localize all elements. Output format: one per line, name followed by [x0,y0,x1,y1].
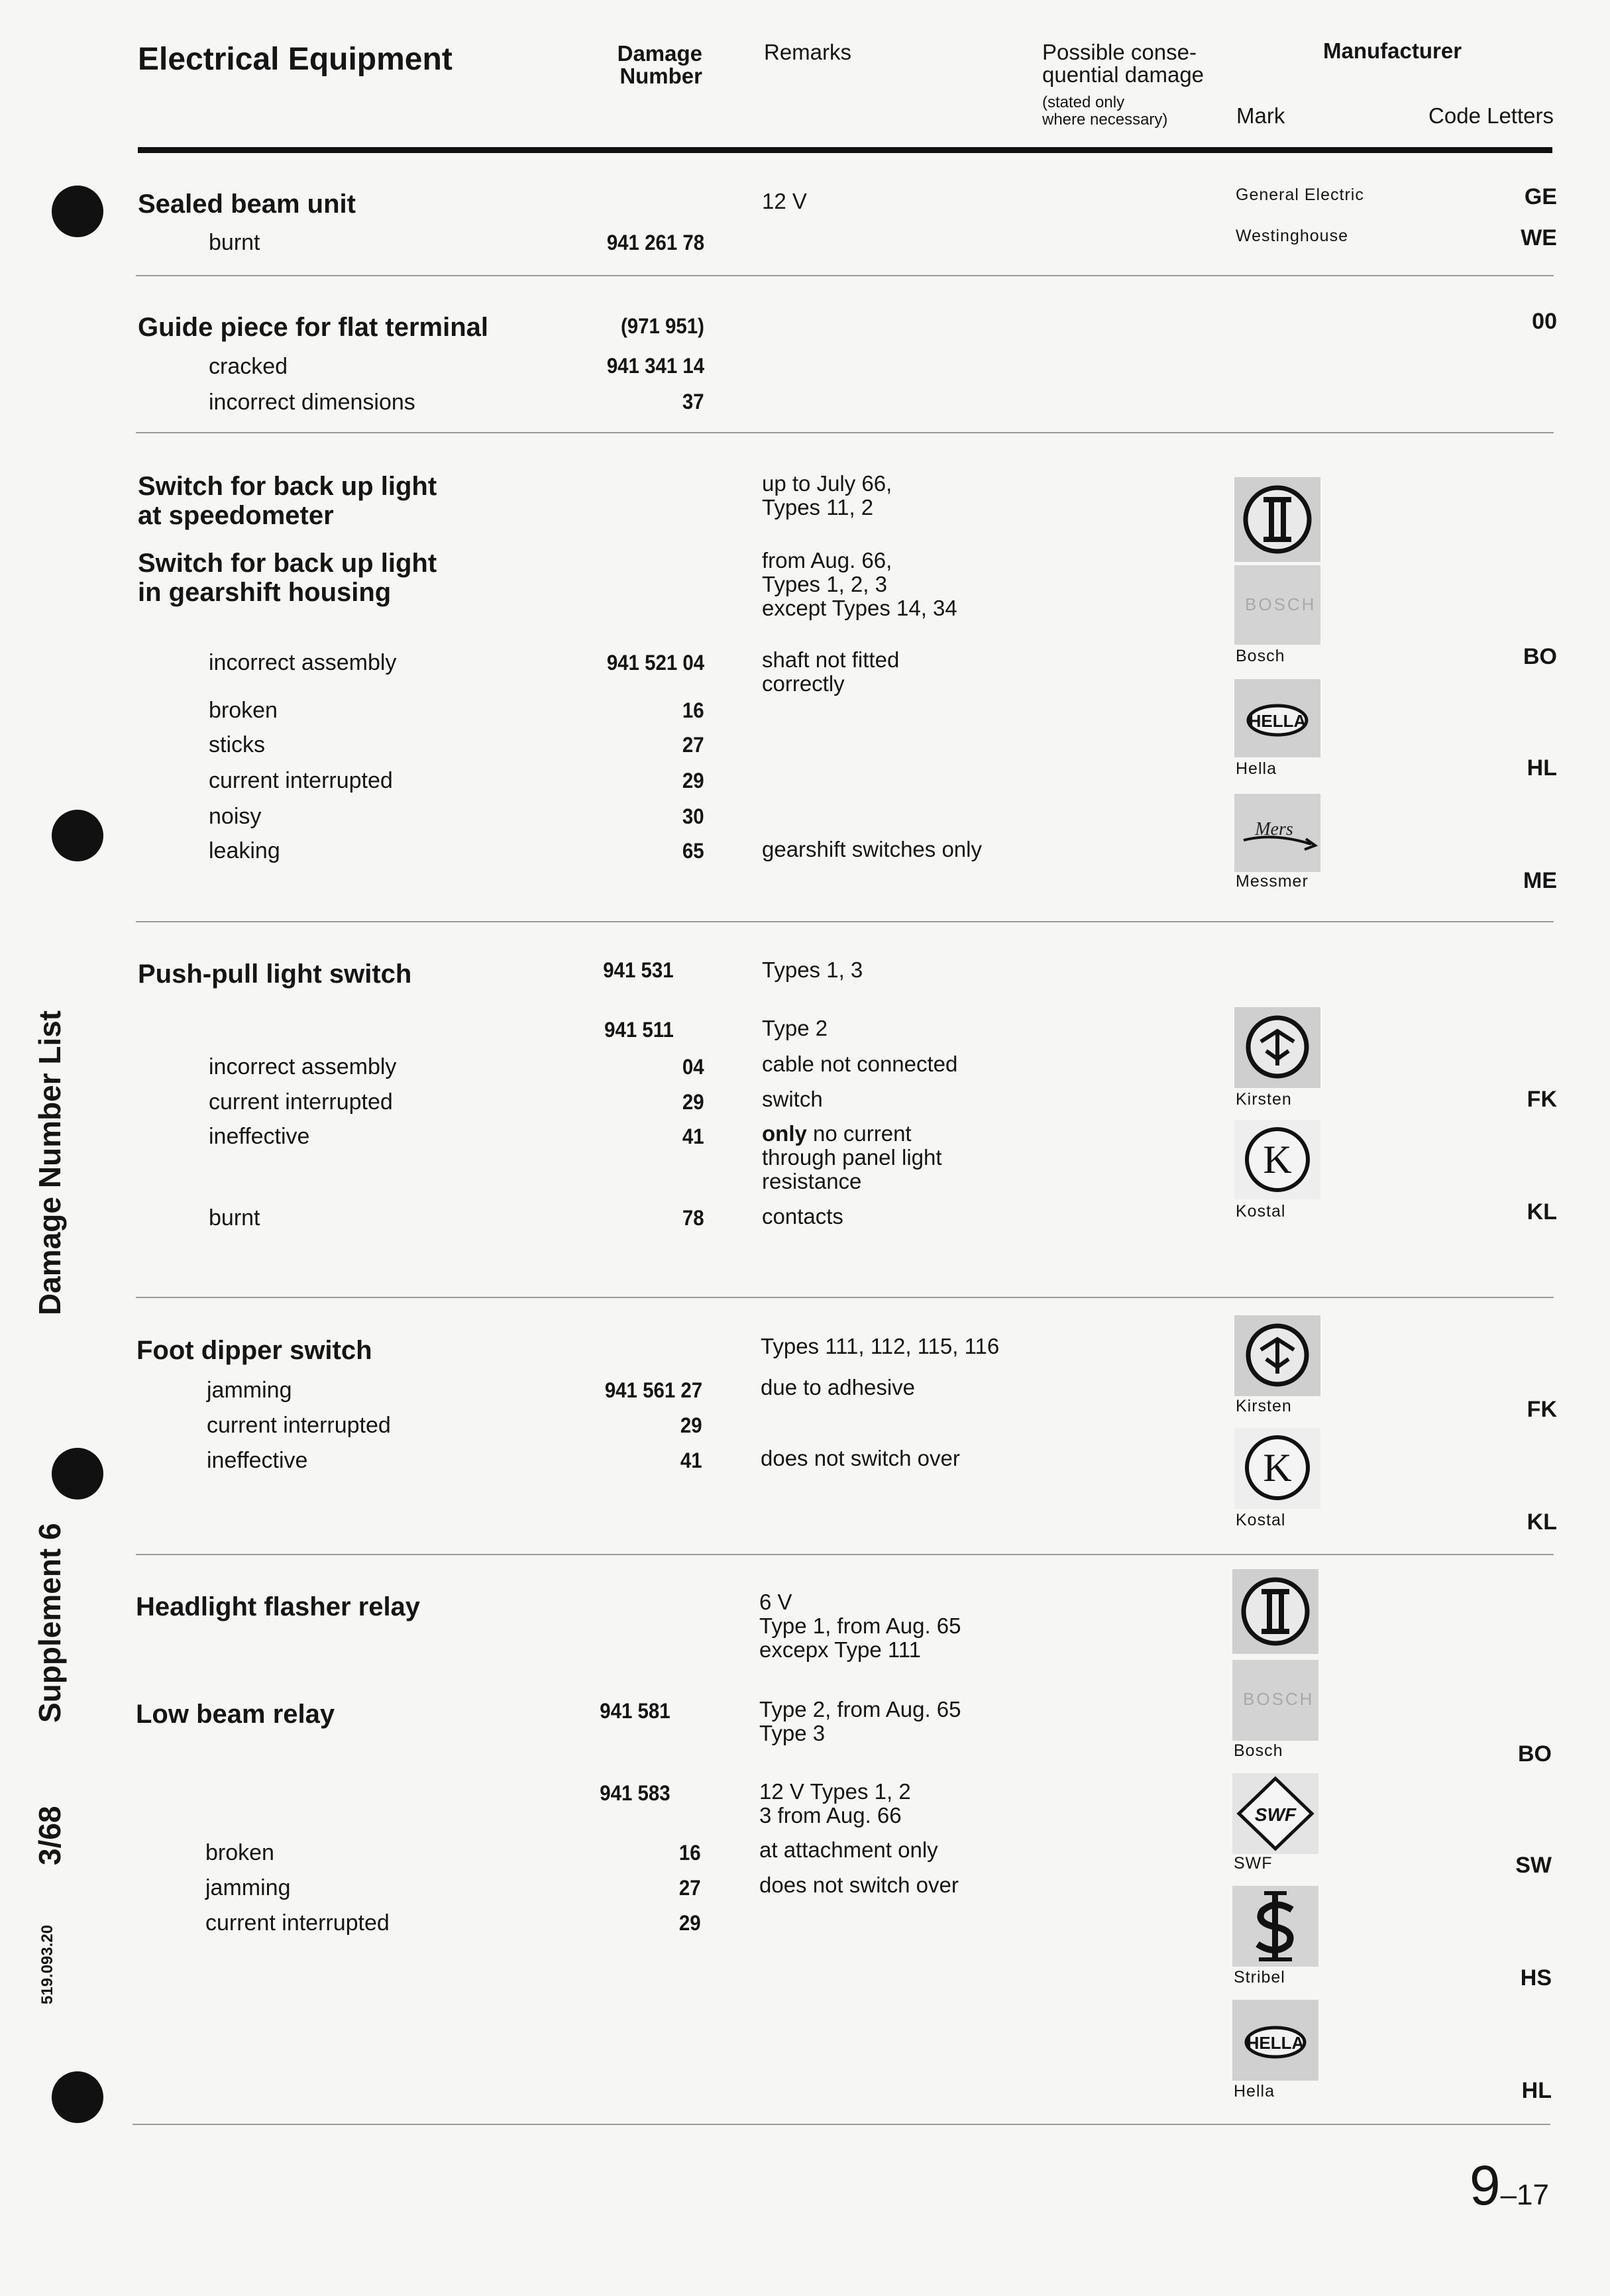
damage-number: 16 [679,1841,701,1865]
item-label: incorrect assembly [209,650,397,675]
divider [136,921,1554,922]
remark: Type 2, from Aug. 65 Type 3 [759,1697,961,1745]
item-label: current interrupted [207,1413,391,1438]
remark: 6 V Type 1, from Aug. 65 excepx Type 111 [759,1590,961,1662]
damage-number: 41 [682,1124,704,1148]
side-doc-number: 519.093.20 [38,1924,56,2004]
damage-number: 04 [682,1055,704,1079]
stribel-logo-icon [1232,1886,1318,1967]
remark: switch [762,1087,823,1111]
page-number-main: 9 [1469,2154,1501,2216]
mark-header: Mark [1236,103,1285,128]
remark: at attachment only [759,1837,938,1862]
header-rule [138,147,1552,153]
damage-number: 78 [682,1206,704,1230]
damage-number: 941 261 78 [606,231,704,254]
damage-number: 27 [679,1876,701,1900]
item-label: ineffective [209,1124,310,1149]
headlight-flasher-relay-heading: Headlight flasher relay [136,1592,421,1621]
item-label: ineffective [207,1448,308,1473]
hella-logo-icon [1232,2000,1318,2081]
code-bo: BO [1523,644,1557,669]
consequential-note: (stated only where necessary) [1042,93,1168,129]
mark-stribel: Stribel [1234,1968,1285,1987]
damage-number: 29 [680,1413,702,1437]
damage-number: 30 [682,804,704,828]
damage-number: 65 [682,839,704,863]
sealed-beam-heading: Sealed beam unit [138,190,356,219]
item-label: broken [209,698,278,723]
remark: does not switch over [759,1873,959,1897]
remark: contacts [762,1204,843,1229]
code-kl: KL [1527,1199,1557,1225]
code-me: ME [1523,868,1557,893]
remark-text: no current through panel light resistance [762,1121,942,1193]
item-label: burnt [209,230,260,255]
svg-text:K: K [1263,1446,1292,1490]
divider [136,1554,1554,1555]
divider [136,275,1554,276]
mark-westinghouse: Westinghouse [1236,227,1348,245]
mark-bosch: Bosch [1234,1741,1283,1760]
mark-messmer: Messmer [1236,872,1309,891]
remark: gearshift switches only [762,837,982,861]
damage-number: 29 [682,769,704,793]
remark-emphasis: only [762,1121,807,1146]
damage-number: 29 [679,1911,701,1935]
damage-number: 941 511 [604,1018,674,1042]
item-label: broken [205,1840,274,1865]
remark: Types 1, 3 [762,957,863,982]
svg-text:K: K [1263,1138,1292,1181]
damage-number: 941 561 27 [604,1378,702,1402]
item-label: leaking [209,838,280,863]
code-sw: SW [1515,1853,1552,1878]
code-fk: FK [1527,1087,1557,1112]
manufacturer-t-logo-icon [1234,477,1320,562]
mark-hella: Hella [1236,759,1277,778]
damage-number: (971 951) [620,314,704,338]
remark: cable not connected [762,1052,958,1076]
damage-number: 941 583 [600,1781,671,1805]
kirsten-logo-icon [1234,1007,1320,1088]
mark-hella: Hella [1234,2082,1275,2101]
remark: Type 2 [762,1016,828,1040]
side-date: 3/68 [32,1806,67,1865]
mark-bosch: Bosch [1236,647,1285,665]
damage-number: 941 521 04 [606,651,704,675]
item-label: current interrupted [209,768,393,793]
binder-hole [52,1448,103,1500]
damage-number: 27 [682,733,704,757]
binder-hole [52,186,103,237]
svg-text:SWF: SWF [1254,1804,1297,1825]
hella-logo-icon [1234,679,1320,757]
bosch-logo-icon: BOSCH [1234,565,1320,645]
remark: Types 111, 112, 115, 116 [761,1334,1000,1358]
mark-kirsten: Kirsten [1236,1397,1292,1415]
code-kl: KL [1527,1509,1557,1535]
item-label: noisy [209,804,262,829]
code-we: WE [1521,225,1557,250]
item-label: current interrupted [205,1910,390,1936]
guide-piece-heading: Guide piece for flat terminal [138,313,489,342]
remark: 12 V Types 1, 2 3 from Aug. 66 [759,1779,911,1828]
code-hl: HL [1521,2078,1552,2103]
damage-number: 41 [680,1449,702,1472]
bosch-logo-icon: BOSCH [1232,1660,1318,1741]
damage-number: 941 581 [600,1699,671,1723]
remark: up to July 66, Types 11, 2 [762,471,892,519]
item-label: jamming [207,1378,292,1403]
side-supplement: Supplement 6 [32,1523,67,1723]
divider [136,1297,1554,1298]
code-fk: FK [1527,1397,1557,1422]
divider [133,2124,1550,2125]
backup-switch-gearshift-heading: Switch for back up light in gearshift housing [138,549,437,607]
item-label: current interrupted [209,1089,393,1115]
divider [136,432,1554,433]
backup-switch-speedometer-heading: Switch for back up light at speedometer [138,472,437,530]
code-ge: GE [1524,184,1557,209]
push-pull-heading: Push-pull light switch [138,959,412,989]
side-damage-number-list: Damage Number List [32,1010,67,1315]
damage-number: 37 [682,390,704,413]
mark-swf: SWF [1234,1854,1273,1873]
kostal-logo-icon [1234,1120,1320,1199]
remarks-header: Remarks [764,40,852,64]
messmer-logo-icon [1234,794,1320,872]
kirsten-logo-icon [1234,1315,1320,1396]
code-hs: HS [1520,1965,1552,1991]
binder-hole [52,810,103,861]
item-label: sticks [209,732,265,757]
damage-number: 29 [682,1090,704,1114]
damage-number: 16 [682,698,704,722]
item-label: jamming [205,1875,291,1900]
damage-number-header: Damage Number [617,41,702,88]
page-number [1470,2154,1549,2218]
code-letters-header: Code Letters [1428,103,1554,128]
mark-kostal: Kostal [1236,1202,1286,1221]
remark: 12 V [762,189,807,213]
consequential-header: Possible conse- quential damage [1042,40,1205,87]
remark: due to adhesive [761,1375,916,1399]
swf-logo-icon [1232,1773,1318,1854]
manufacturer-header: Manufacturer [1323,38,1462,63]
code-00: 00 [1532,309,1557,334]
remark: does not switch over [761,1446,960,1470]
item-label: cracked [209,354,288,379]
kostal-logo-icon [1234,1428,1320,1509]
remark: shaft not fitted correctly [762,647,900,696]
item-label: burnt [209,1205,260,1230]
mark-kostal: Kostal [1236,1511,1286,1529]
remark [762,1122,942,1193]
manufacturer-t-logo-icon [1232,1569,1318,1654]
binder-hole [52,2071,103,2123]
low-beam-relay-heading: Low beam relay [136,1700,335,1729]
item-label: incorrect assembly [209,1054,397,1079]
page-number-sub: –17 [1500,2179,1549,2211]
mark-general-electric: General Electric [1236,186,1364,204]
page-title: Electrical Equipment [138,42,453,77]
svg-text:Mers: Mers [1255,819,1293,840]
damage-number: 941 341 14 [606,354,704,378]
damage-number: 941 531 [603,958,674,982]
mark-kirsten: Kirsten [1236,1090,1292,1109]
svg-text:HELLA: HELLA [1248,711,1307,731]
code-bo: BO [1518,1741,1552,1767]
code-hl: HL [1527,755,1557,781]
svg-text:HELLA: HELLA [1246,2033,1305,2053]
foot-dipper-heading: Foot dipper switch [136,1336,372,1365]
item-label: incorrect dimensions [209,390,415,415]
remark: from Aug. 66, Types 1, 2, 3 except Types 14, 34 [762,548,957,620]
